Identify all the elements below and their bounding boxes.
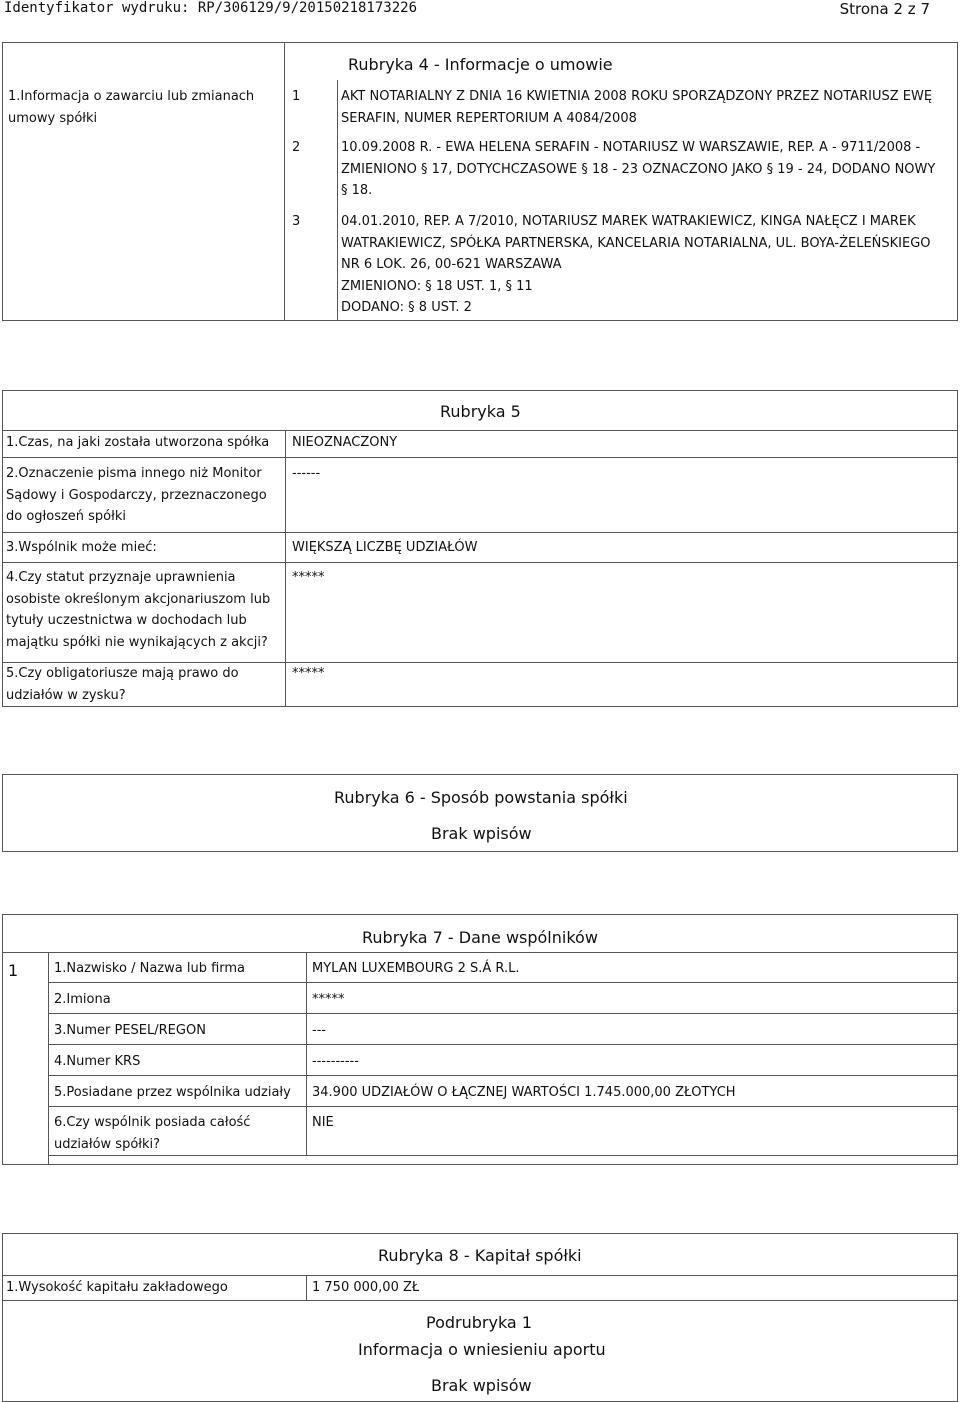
entry-text: AKT NOTARIALNY Z DNIA 16 KWIETNIA 2008 ROKU SPORZĄDZONY PRZEZ NOTARIUSZ EWĘ SERAFIN, NUMER REPERTORIUM A 4084/2008 xyxy=(341,89,933,126)
field-value: ***** xyxy=(312,992,345,1007)
field-label: 3.Numer PESEL/REGON xyxy=(54,1023,206,1038)
entry-text: 10.09.2008 R. - EWA HELENA SERAFIN - NOTARIUSZ W WARSZAWIE, REP. A - 9711/2008 - ZMIENIONO § 17, DOTYCHCZASOWE § 18 - 23 OZNACZONO JAKO § 19 - 24, DODANO NOWY § 18. xyxy=(341,140,936,198)
field-value: NIE xyxy=(312,1115,334,1130)
subsection-subtitle: Informacja o wniesieniu aportu xyxy=(358,1340,606,1359)
field-value: NIEOZNACZONY xyxy=(292,435,398,450)
subsection-title: Podrubryka 1 xyxy=(426,1313,532,1332)
entry-text-line: ZMIENIONO: § 18 UST. 1, § 11 xyxy=(341,279,533,294)
rubryka-4-title: Rubryka 4 - Informacje o umowie xyxy=(348,55,613,74)
entry-number: 3 xyxy=(292,214,301,229)
print-identifier: Identyfikator wydruku: RP/306129/9/20150218173226 xyxy=(4,0,418,16)
field-label: 5.Czy obligatoriusze mają prawo do udziałów w zysku? xyxy=(6,666,239,703)
rubryka-5-title: Rubryka 5 xyxy=(440,402,521,421)
field-value: --- xyxy=(312,1023,327,1038)
page-number: Strona 2 z 7 xyxy=(839,0,930,18)
rubryka-4-label: 1.Informacja o zawarciu lub zmianach umowy spółki xyxy=(8,89,255,126)
entry-number: 1 xyxy=(292,89,301,104)
field-label: 1.Wysokość kapitału zakładowego xyxy=(6,1280,228,1295)
field-value: ---------- xyxy=(312,1054,359,1069)
entry-number: 2 xyxy=(292,140,301,155)
field-value: MYLAN LUXEMBOURG 2 S.Á R.L. xyxy=(312,961,520,976)
field-label: 6.Czy wspólnik posiada całość udziałów spółki? xyxy=(54,1115,251,1152)
field-value: 1 750 000,00 ZŁ xyxy=(312,1280,420,1295)
field-label: 2.Oznaczenie pisma innego niż Monitor Sądowy i Gospodarczy, przeznaczonego do ogłoszeń spółki xyxy=(6,466,267,524)
entry-text: 04.01.2010, REP. A 7/2010, NOTARIUSZ MAREK WATRAKIEWICZ, KINGA NAŁĘCZ I MAREK WATRAKIEWICZ, SPÓŁKA PARTNERSKA, KANCELARIA NOTARIALNA, UL. BOYA-ŻELEŃSKIEGO NR 6 LOK. 26, 00-621 WARSZAWA xyxy=(341,214,931,272)
field-label: 2.Imiona xyxy=(54,992,111,1007)
shareholder-index: 1 xyxy=(8,961,19,980)
field-value: ------ xyxy=(292,466,321,481)
rubryka-6-note: Brak wpisów xyxy=(431,824,532,843)
rubryka-6-title: Rubryka 6 - Sposób powstania spółki xyxy=(334,788,628,807)
rubryka-7-title: Rubryka 7 - Dane wspólników xyxy=(362,928,598,947)
field-label: 1.Czas, na jaki została utworzona spółka xyxy=(6,435,270,450)
field-label: 5.Posiadane przez wspólnika udziały xyxy=(54,1085,291,1100)
field-label: 1.Nazwisko / Nazwa lub firma xyxy=(54,961,246,976)
field-label: 4.Numer KRS xyxy=(54,1054,141,1069)
field-value: ***** xyxy=(292,570,325,585)
field-value: ***** xyxy=(292,666,325,681)
field-value: 34.900 UDZIAŁÓW O ŁĄCZNEJ WARTOŚCI 1.745.000,00 ZŁOTYCH xyxy=(312,1085,736,1100)
field-label: 4.Czy statut przyznaje uprawnienia osobiste określonym akcjonariuszom lub tytuły uczestnictwa w dochodach lub majątku spółki nie wynikających z akcji? xyxy=(6,570,271,650)
rubryka-8-note: Brak wpisów xyxy=(431,1376,532,1395)
entry-text-line: DODANO: § 8 UST. 2 xyxy=(341,300,472,315)
field-label: 3.Wspólnik może mieć: xyxy=(6,540,157,555)
field-value: WIĘKSZĄ LICZBĘ UDZIAŁÓW xyxy=(292,540,478,555)
rubryka-8-title: Rubryka 8 - Kapitał spółki xyxy=(378,1246,582,1265)
